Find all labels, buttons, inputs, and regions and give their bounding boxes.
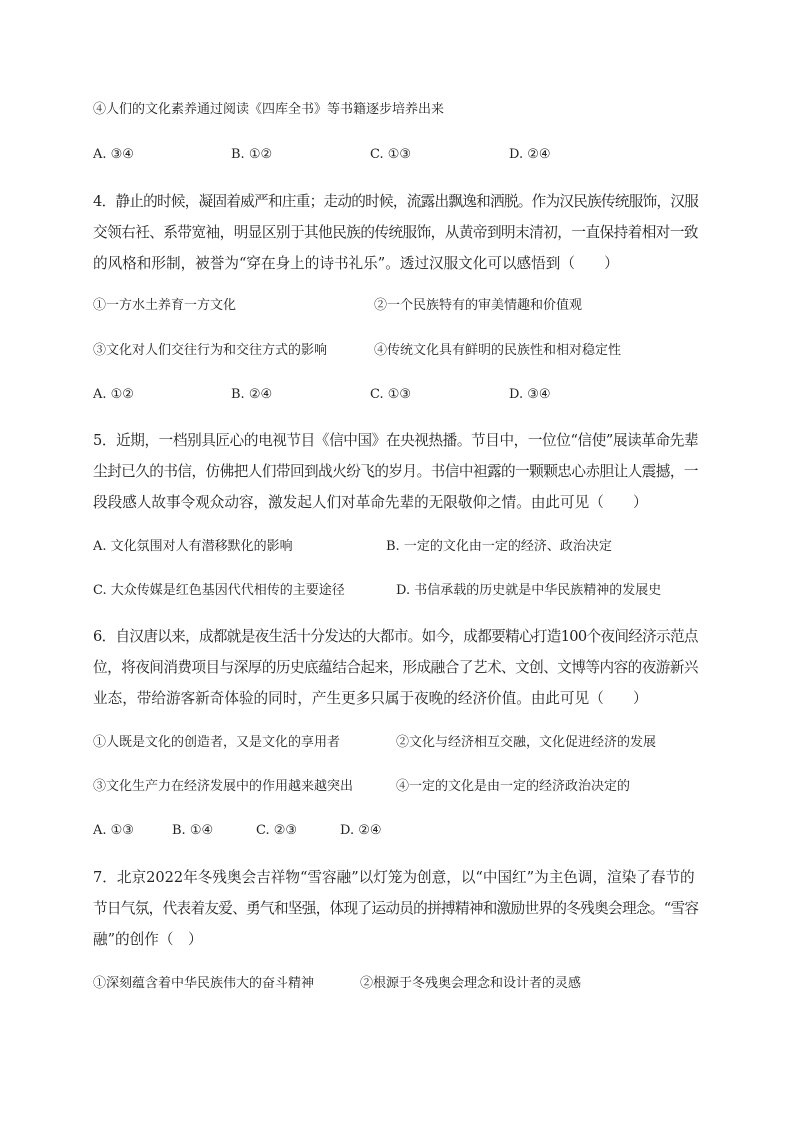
q6-stem-line-3: 业态，带给游客新奇体验的同时，产生更多只属于夜晚的经济价值。由此可见（ ）: [93, 690, 648, 707]
q6-item-4: ④一定的文化是由一定的经济政治决定的: [396, 779, 631, 794]
q3-choice-b: B. ①②: [231, 147, 273, 162]
q5-choice-a: A. 文化氛围对人有潜移默化的影响: [93, 539, 293, 554]
q7-stem-line-3: 融”的创作（ ）: [93, 931, 203, 948]
q5-choice-b: B. 一定的文化由一定的经济、政治决定: [386, 539, 612, 554]
q3-choice-c: C. ①③: [370, 147, 412, 162]
q6-item-3: ③文化生产力在经济发展中的作用越来越突出: [93, 779, 354, 794]
q3-item-4: ④人们的文化素养通过阅读《四库全书》等书籍逐步培养出来: [93, 102, 445, 117]
q7-item-2: ②根源于冬残奥会理念和设计者的灵感: [360, 976, 582, 991]
q6-stem-line-1: 6．自汉唐以来，成都就是夜生活十分发达的大都市。如今，成都要精心打造100个夜间经济示范点: [93, 628, 698, 645]
q3-choice-a: A. ③④: [93, 147, 134, 162]
q4-stem-line-3: 的风格和形制，被誉为“穿在身上的诗书礼乐”。透过汉服文化可以感悟到（ ）: [93, 255, 619, 272]
q4-choice-c: C. ①③: [370, 387, 412, 402]
q4-stem-line-2: 交领右衽、系带宽袖，明显区别于其他民族的传统服饰，从黄帝到明末清初，一直保持着相对一致: [93, 224, 699, 241]
q6-choice-c: C. ②③: [256, 823, 298, 838]
q6-item-2: ②文化与经济相互交融，文化促进经济的发展: [396, 735, 657, 750]
q7-stem-line-1: 7．北京2022年冬残奥会吉祥物“雪容融”以灯笼为创意，以“中国红”为主色调，渲染了春节的: [93, 869, 695, 886]
q6-stem-line-2: 位，将夜间消费项目与深厚的历史底蕴结合起来，形成融合了艺术、文创、文博等内容的夜游新兴: [93, 659, 699, 676]
q4-stem-line-1: 4．静止的时候，凝固着威严和庄重；走动的时候，流露出飘逸和洒脱。作为汉民族传统服饰，汉服: [93, 193, 699, 210]
q5-choice-d: D. 书信承载的历史就是中华民族精神的发展史: [396, 583, 662, 598]
q6-choice-d: D. ②④: [340, 823, 382, 838]
q7-item-1: ①深刻蕴含着中华民族伟大的奋斗精神: [93, 976, 315, 991]
q4-choice-d: D. ③④: [509, 387, 551, 402]
q4-choice-a: A. ①②: [93, 387, 134, 402]
q7-stem-line-2: 节日气氛，代表着友爱、勇气和坚强，体现了运动员的拼搏精神和激励世界的冬残奥会理念。“雪容: [93, 900, 699, 917]
q4-item-4: ④传统文化具有鲜明的民族性和相对稳定性: [374, 343, 622, 358]
q6-item-1: ①人既是文化的创造者，又是文化的享用者: [93, 735, 341, 750]
q4-item-2: ②一个民族特有的审美情趣和价值观: [374, 298, 583, 313]
q5-stem-line-1: 5．近期，一档别具匠心的电视节目《信中国》在央视热播。节目中，一位位“信使”展读革命先辈: [93, 432, 699, 449]
q6-choice-b: B. ①④: [172, 823, 214, 838]
q3-choice-d: D. ②④: [509, 147, 551, 162]
q5-stem-line-3: 段段感人故事令观众动容，激发起人们对革命先辈的无限敬仰之情。由此可见（ ）: [93, 494, 648, 511]
q4-item-1: ①一方水土养育一方文化: [93, 298, 237, 313]
q4-choice-b: B. ②④: [231, 387, 273, 402]
q5-choice-c: C. 大众传媒是红色基因代代相传的主要途径: [93, 583, 345, 598]
q4-item-3: ③文化对人们交往行为和交往方式的影响: [93, 343, 328, 358]
q6-choice-a: A. ①③: [93, 823, 134, 838]
q5-stem-line-2: 尘封已久的书信，仿佛把人们带回到战火纷飞的岁月。书信中袒露的一颗颗忠心赤胆让人震撼，一: [93, 463, 699, 480]
